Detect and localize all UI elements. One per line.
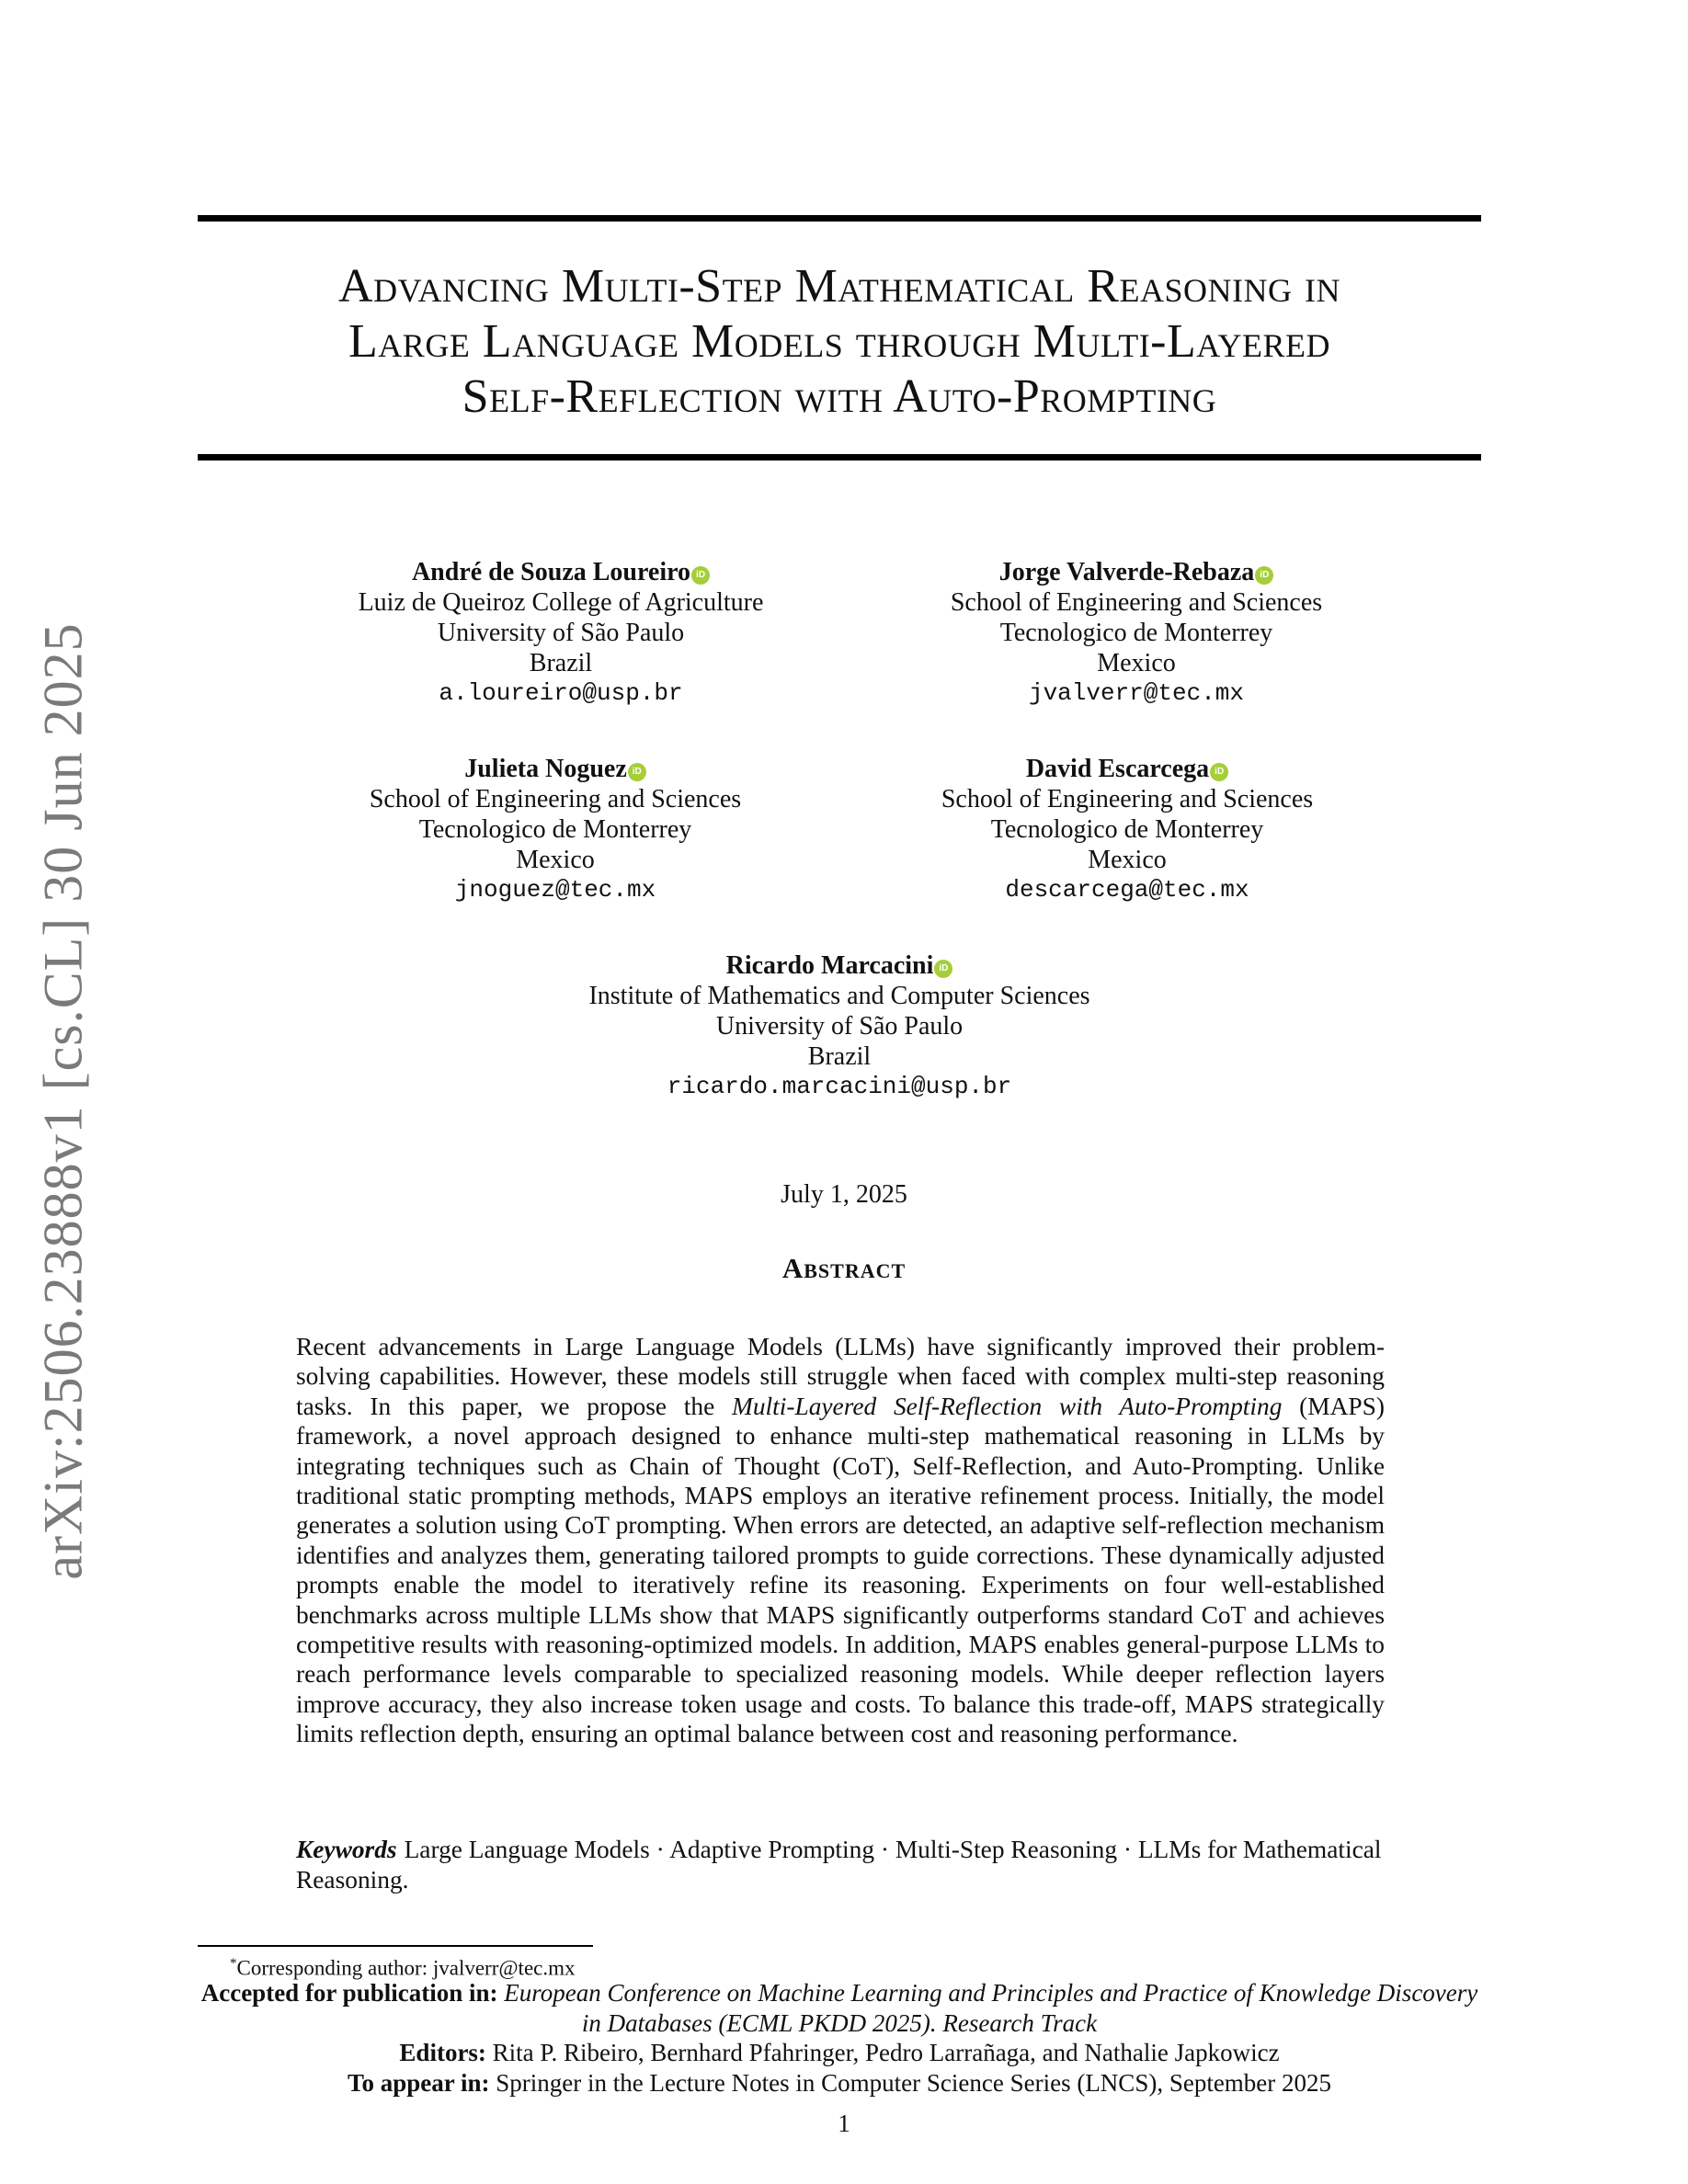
- author-name: André de Souza Loureiro: [411, 558, 691, 586]
- author-name: Jorge Valverde-Rebaza: [998, 558, 1255, 586]
- arxiv-identifier: arXiv:2506.23888v1 [cs.CL] 30 Jun 2025: [32, 622, 94, 1580]
- author-institution: University of São Paulo: [715, 1012, 964, 1041]
- title-line-3: Self-Reflection with Auto-Prompting: [462, 370, 1217, 423]
- author-email[interactable]: descarcega@tec.mx: [1005, 876, 1249, 904]
- author-name: Ricardo Marcacini: [725, 951, 934, 980]
- author-block: [545, 950, 1134, 1102]
- author-institution: Tecnologico de Monterrey: [990, 815, 1264, 844]
- author-country: Brazil: [529, 649, 593, 677]
- abstract-heading: Abstract: [781, 1252, 907, 1284]
- appear-label: To appear in:: [347, 2068, 490, 2097]
- author-email[interactable]: jvalverr@tec.mx: [1028, 679, 1245, 707]
- author-affiliation: School of Engineering and Sciences: [950, 588, 1323, 617]
- footnote-text: Corresponding author: jvalverr@tec.mx: [236, 1956, 576, 1980]
- author-name: David Escarcega: [1025, 755, 1210, 783]
- page-number: 1: [838, 2110, 850, 2137]
- author-email[interactable]: ricardo.marcacini@usp.br: [667, 1073, 1012, 1100]
- title-rule-top: [198, 215, 1481, 222]
- author-country: Mexico: [1097, 649, 1176, 677]
- appear-line: [198, 2068, 1481, 2099]
- author-affiliation: Luiz de Queiroz College of Agriculture: [358, 588, 764, 617]
- author-email[interactable]: jnoguez@tec.mx: [454, 876, 656, 904]
- keywords-text: Large Language Models · Adaptive Prompting · Multi-Step Reasoning · LLMs for Mathematical Reasoning.: [296, 1836, 1382, 1894]
- accepted-value: European Conference on Machine Learning and Principles and Practice of Knowledge Discovery in Databases (ECML PKDD 2025). Research Track: [504, 1979, 1478, 2037]
- abstract-body: [296, 1332, 1385, 1749]
- editors-label: Editors:: [399, 2039, 486, 2066]
- abstract-emphasis: Multi-Layered Self-Reflection with Auto-Prompting: [732, 1392, 1283, 1420]
- author-block: [261, 754, 850, 905]
- author-institution: Tecnologico de Monterrey: [999, 619, 1273, 647]
- accepted-line: [198, 1978, 1481, 2038]
- paper-title: [198, 259, 1481, 425]
- author-block: [842, 557, 1431, 709]
- orcid-icon[interactable]: iD: [628, 763, 646, 781]
- accepted-label: Accepted for publication in:: [200, 1979, 498, 2007]
- author-affiliation: Institute of Mathematics and Computer Sciences: [588, 982, 1090, 1010]
- footnote-rule: [198, 1945, 593, 1947]
- author-country: Mexico: [516, 846, 595, 874]
- author-country: Brazil: [807, 1042, 872, 1071]
- publication-info: [198, 1978, 1481, 2098]
- orcid-icon[interactable]: iD: [934, 960, 952, 978]
- footnote: [230, 1951, 576, 1982]
- orcid-icon[interactable]: iD: [691, 566, 710, 585]
- orcid-icon[interactable]: iD: [1255, 566, 1273, 585]
- author-institution: Tecnologico de Monterrey: [418, 815, 692, 844]
- title-line-1: Advancing Multi-Step Mathematical Reasoning in: [338, 260, 1340, 313]
- abstract-text-part-1: Recent advancements in Large Language Models (LLMs) have significantly improved their problem-solving capabilities. However, these models still struggle when faced with complex multi-step reasoning tasks. In this paper, we propose the: [296, 1333, 1385, 1420]
- author-institution: University of São Paulo: [437, 619, 685, 647]
- author-affiliation: School of Engineering and Sciences: [941, 785, 1314, 813]
- author-affiliation: School of Engineering and Sciences: [369, 785, 742, 813]
- keywords-label: Keywords: [296, 1836, 397, 1863]
- title-line-2: Large Language Models through Multi-Layered: [348, 315, 1330, 368]
- author-country: Mexico: [1088, 846, 1167, 874]
- publication-date: July 1, 2025: [781, 1180, 907, 1209]
- editors-value: Rita P. Ribeiro, Bernhard Pfahringer, Pedro Larrañaga, and Nathalie Japkowicz: [492, 2039, 1280, 2066]
- arxiv-sidebar: [31, 614, 96, 1588]
- appear-value: Springer in the Lecture Notes in Computer Science Series (LNCS), September 2025: [496, 2068, 1332, 2097]
- keywords: [296, 1835, 1385, 1895]
- author-email[interactable]: a.loureiro@usp.br: [439, 679, 683, 707]
- author-block: [267, 557, 855, 709]
- footnote-marker: *: [230, 1956, 237, 1971]
- editors-line: [198, 2038, 1481, 2068]
- author-name: Julieta Noguez: [464, 755, 627, 783]
- title-rule-bottom: [198, 454, 1481, 461]
- orcid-icon[interactable]: iD: [1210, 763, 1228, 781]
- abstract-text-part-2: (MAPS) framework, a novel approach designed to enhance multi-step mathematical reasoning in LLMs by integrating techniques such as Chain of Thought (CoT), Self-Reflection, and Auto-Prompting. Unlike traditional static prompting methods, MAPS employs an iterative refinement process. Initially, the model generates a solution using CoT prompting. When errors are detected, an adaptive self-reflection mechanism identifies and analyzes them, generating tailored prompts to guide corrections. These dynamically adjusted prompts enable the model to iteratively refine its reasoning. Experiments on four well-established benchmarks across multiple LLMs show that MAPS significantly outperforms standard CoT and achieves competitive results with reasoning-optimized models. In addition, MAPS enables general-purpose LLMs to reach performance levels comparable to specialized reasoning models. While deeper reflection layers improve accuracy, they also increase token usage and costs. To balance this trade-off, MAPS strategically limits reflection depth, ensuring an optimal balance between cost and reasoning performance.: [296, 1392, 1385, 1748]
- author-block: [833, 754, 1421, 905]
